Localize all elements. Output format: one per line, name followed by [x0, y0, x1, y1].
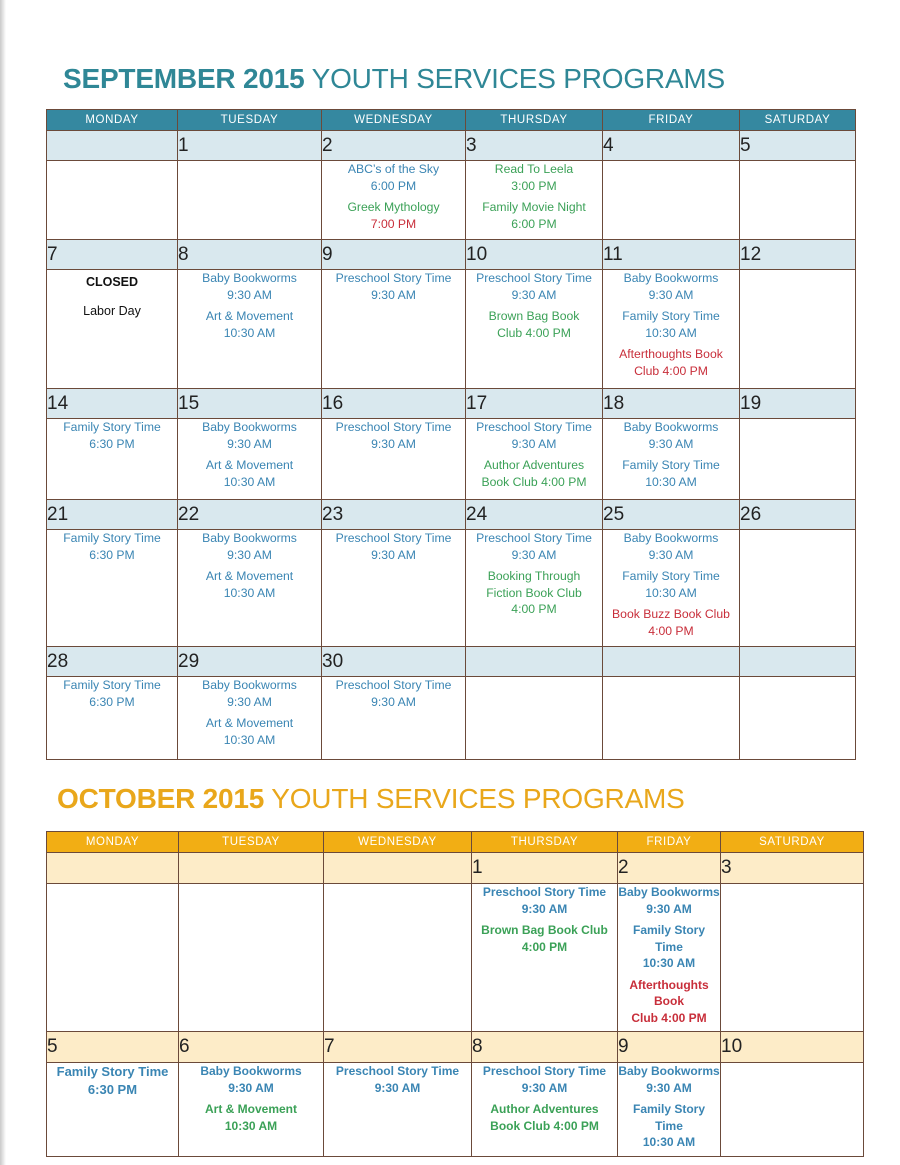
program-name: Art & Movement: [205, 458, 294, 472]
date-row: [47, 853, 864, 884]
date-number: 15: [178, 389, 322, 419]
program-time: 7:00 PM: [370, 216, 417, 231]
program-name: Preschool Story Time: [335, 678, 452, 692]
program-time: 6:00 PM: [511, 216, 557, 231]
date-number: 19: [740, 389, 856, 419]
program-name: Preschool Story Time: [335, 271, 452, 285]
program-name: Preschool Story Time: [335, 420, 452, 434]
date-number: 24: [466, 500, 603, 530]
program-name: Author Adventures: [490, 1102, 599, 1116]
september-calendar: [46, 109, 856, 760]
day-cell: [47, 530, 178, 647]
program-time: 9:30 AM: [227, 694, 272, 709]
program-time: 10:30 AM: [223, 585, 276, 600]
program-entry: [466, 199, 602, 232]
day-cell: [603, 270, 740, 389]
program-name: ABC’s of the Sky: [347, 162, 440, 176]
program-entry: [47, 419, 177, 452]
october-day-header-row: [47, 832, 864, 853]
day-cell: [178, 419, 322, 500]
day-cell: [178, 161, 322, 240]
date-number: 2: [618, 853, 721, 884]
day-header-thursday: THURSDAY: [472, 832, 618, 853]
program-time: 10:30 AM: [642, 1135, 696, 1149]
date-number: 21: [47, 500, 178, 530]
date-number: 3: [721, 853, 864, 884]
program-time: 9:30 AM: [371, 547, 416, 562]
program-entry: [472, 884, 617, 917]
program-entry: [472, 922, 617, 955]
program-entry: [47, 530, 177, 563]
program-entry: [322, 270, 465, 303]
program-time: 9:30 AM: [227, 547, 272, 562]
program-entry: [178, 270, 321, 303]
program-entry: [47, 299, 177, 323]
day-cell: [740, 419, 856, 500]
day-cell: [603, 419, 740, 500]
program-time: Book Club 4:00 PM: [490, 1118, 599, 1133]
program-time: 9:30 AM: [227, 287, 272, 302]
day-header-monday: MONDAY: [47, 110, 178, 131]
day-header-friday: FRIDAY: [618, 832, 721, 853]
events-row: [47, 270, 856, 389]
date-number: 30: [322, 647, 466, 677]
day-header-saturday: SATURDAY: [721, 832, 864, 853]
date-number: 1: [472, 853, 618, 884]
program-entry: [618, 884, 720, 917]
program-name: Family Story Time: [63, 420, 161, 434]
program-name: Book Buzz Book Club: [612, 607, 730, 621]
day-header-thursday: THURSDAY: [466, 110, 603, 131]
program-name: Baby Bookworms: [202, 678, 297, 692]
date-number: [47, 131, 178, 161]
program-name: Brown Bag Book: [488, 309, 580, 323]
program-name: Family Story Time: [63, 678, 161, 692]
program-name: Preschool Story Time: [476, 271, 592, 285]
page-edge-shadow: [0, 0, 6, 1165]
date-number: 26: [740, 500, 856, 530]
september-title-bold: SEPTEMBER 2015: [63, 63, 305, 94]
program-entry: [472, 1101, 617, 1134]
october-title-rest: YOUTH SERVICES PROGRAMS: [271, 783, 685, 814]
program-entry: [322, 199, 465, 232]
program-name: Afterthoughts Book: [629, 977, 709, 1008]
program-entry: [178, 715, 321, 748]
day-cell: [47, 884, 179, 1032]
program-time: 9:30 AM: [371, 287, 416, 302]
program-name: Family Story Time: [622, 458, 720, 472]
program-entry: [466, 530, 602, 563]
day-cell: [47, 161, 178, 240]
events-row: [47, 161, 856, 240]
day-header-wednesday: WEDNESDAY: [324, 832, 472, 853]
day-cell: [179, 1063, 324, 1157]
date-number: [47, 853, 179, 884]
events-row: [47, 530, 856, 647]
date-number: 29: [178, 647, 322, 677]
date-number: 3: [466, 131, 603, 161]
date-row: [47, 500, 856, 530]
program-name: Preschool Story Time: [482, 1064, 607, 1078]
program-entry: [466, 308, 602, 341]
events-row: [47, 884, 864, 1032]
program-entry: [179, 1063, 323, 1096]
program-name: Greek Mythology: [347, 200, 440, 214]
day-header-monday: MONDAY: [47, 832, 179, 853]
program-name: Art & Movement: [205, 569, 294, 583]
day-cell: [466, 270, 603, 389]
date-number: [179, 853, 324, 884]
date-number: 7: [324, 1032, 472, 1063]
program-time: Club 4:00 PM: [631, 1010, 707, 1025]
program-time: 9:30 AM: [648, 547, 694, 562]
program-name: Family Story Time: [56, 1064, 169, 1079]
program-name: Family Story Time: [632, 923, 706, 954]
date-row: [47, 389, 856, 419]
program-time: 4:00 PM: [648, 623, 694, 638]
date-number: [740, 647, 856, 677]
program-time: 10:30 AM: [223, 474, 276, 489]
program-entry: [466, 419, 602, 452]
program-entry: [466, 270, 602, 303]
september-day-header-row: [47, 110, 856, 131]
program-time: 9:30 AM: [646, 901, 692, 916]
day-cell: [47, 270, 178, 389]
program-time: 10:30 AM: [645, 585, 697, 600]
date-number: 9: [618, 1032, 721, 1063]
september-title-rest: YOUTH SERVICES PROGRAMS: [311, 63, 726, 94]
day-header-friday: FRIDAY: [603, 110, 740, 131]
date-number: 8: [472, 1032, 618, 1063]
program-name: Author Adventures: [483, 458, 585, 472]
day-cell: [178, 270, 322, 389]
day-cell: [472, 884, 618, 1032]
program-time: 6:30 PM: [89, 694, 135, 709]
day-cell: [721, 1063, 864, 1157]
date-number: 5: [47, 1032, 179, 1063]
day-cell: [322, 161, 466, 240]
program-entry: [603, 457, 739, 490]
october-title-bold: OCTOBER 2015: [57, 783, 265, 814]
program-time: 10:30 AM: [645, 325, 697, 340]
program-time: 3:00 PM: [511, 178, 557, 193]
program-name: Booking Through: [487, 569, 581, 583]
program-entry: [322, 530, 465, 563]
october-calendar: [46, 831, 864, 1157]
day-cell: [322, 530, 466, 647]
program-entry: [603, 606, 739, 639]
program-time: 9:30 AM: [511, 436, 557, 451]
program-time: 10:30 AM: [645, 474, 697, 489]
date-number: 11: [603, 240, 740, 270]
program-entry: [603, 568, 739, 601]
day-cell: [47, 419, 178, 500]
day-cell: [178, 677, 322, 760]
program-entry: [322, 161, 465, 194]
program-name: Brown Bag Book Club: [481, 923, 608, 937]
program-name: Baby Bookworms: [623, 420, 719, 434]
date-number: 7: [47, 240, 178, 270]
program-entry: [466, 568, 602, 618]
date-number: 4: [603, 131, 740, 161]
program-entry: [603, 270, 739, 303]
september-weeks: [47, 131, 856, 760]
program-entry: [618, 977, 720, 1027]
day-cell: [179, 884, 324, 1032]
program-entry: [179, 1101, 323, 1134]
program-time: 9:30 AM: [371, 694, 416, 709]
program-time: 9:30 AM: [646, 1080, 692, 1095]
program-name: Preschool Story Time: [335, 531, 452, 545]
day-cell: [466, 161, 603, 240]
program-name: CLOSED: [85, 275, 139, 289]
program-entry: [603, 346, 739, 379]
program-name: Preschool Story Time: [476, 531, 592, 545]
program-entry: [178, 308, 321, 341]
date-number: 2: [322, 131, 466, 161]
program-time: 9:30 AM: [227, 436, 272, 451]
program-name: Preschool Story Time: [476, 420, 592, 434]
date-number: 10: [466, 240, 603, 270]
program-entry: [618, 1101, 720, 1151]
program-entry: [47, 677, 177, 710]
date-number: [603, 647, 740, 677]
date-number: 28: [47, 647, 178, 677]
program-time: 10:30 AM: [223, 325, 276, 340]
program-entry: [603, 530, 739, 563]
day-header-wednesday: WEDNESDAY: [322, 110, 466, 131]
date-number: 6: [179, 1032, 324, 1063]
program-name: Art & Movement: [205, 716, 294, 730]
day-cell: [740, 530, 856, 647]
date-number: [324, 853, 472, 884]
events-row: [47, 419, 856, 500]
day-cell: [603, 161, 740, 240]
date-number: 9: [322, 240, 466, 270]
program-time: 9:30 AM: [228, 1080, 274, 1095]
date-number: 22: [178, 500, 322, 530]
day-cell: [322, 677, 466, 760]
october-weeks: [47, 853, 864, 1157]
program-time: Fiction Book Club: [486, 585, 582, 600]
day-cell: [740, 270, 856, 389]
program-name: Family Movie Night: [482, 200, 586, 214]
day-cell: [322, 419, 466, 500]
program-name: Preschool Story Time: [335, 1064, 460, 1078]
program-name: Baby Bookworms: [202, 531, 297, 545]
program-time: 9:30 AM: [648, 287, 694, 302]
program-time: 6:30 PM: [89, 436, 135, 451]
day-cell: [178, 530, 322, 647]
day-cell: [322, 270, 466, 389]
program-name: Art & Movement: [205, 309, 294, 323]
day-cell: [740, 677, 856, 760]
program-name: Family Story Time: [622, 309, 720, 323]
day-cell: [618, 884, 721, 1032]
day-cell: [47, 1063, 179, 1157]
date-number: 14: [47, 389, 178, 419]
program-name: Baby Bookworms: [618, 885, 720, 899]
program-time: 4:00 PM: [521, 939, 568, 954]
program-time: 10:30 AM: [642, 956, 696, 970]
program-entry: [178, 419, 321, 452]
date-number: 17: [466, 389, 603, 419]
events-row: [47, 677, 856, 760]
program-entry: [618, 922, 720, 972]
date-number: 12: [740, 240, 856, 270]
day-cell: [324, 1063, 472, 1157]
day-cell: [466, 530, 603, 647]
date-number: [466, 647, 603, 677]
program-name: Family Story Time: [622, 569, 720, 583]
date-number: 18: [603, 389, 740, 419]
september-title: [63, 63, 725, 95]
program-entry: [47, 270, 177, 294]
program-name: Read To Leela: [494, 162, 574, 176]
program-entry: [178, 568, 321, 601]
program-time: 9:30 AM: [371, 436, 416, 451]
program-time: Book Club 4:00 PM: [481, 474, 587, 489]
program-name: Afterthoughts Book: [619, 347, 723, 361]
october-title: [57, 783, 685, 815]
program-name: Family Story Time: [63, 531, 161, 545]
program-entry: [178, 530, 321, 563]
program-entry: [466, 457, 602, 490]
program-time: 9:30 AM: [511, 547, 557, 562]
date-number: 16: [322, 389, 466, 419]
program-name: Baby Bookworms: [623, 271, 719, 285]
program-time: 9:30 AM: [648, 436, 694, 451]
date-row: [47, 1032, 864, 1063]
program-time: 6:30 PM: [89, 547, 135, 562]
date-number: 10: [721, 1032, 864, 1063]
program-entry: [324, 1063, 471, 1096]
program-name: Baby Bookworms: [623, 531, 719, 545]
day-header-tuesday: TUESDAY: [178, 110, 322, 131]
program-entry: [47, 1063, 178, 1099]
program-time: 10:30 AM: [223, 732, 276, 747]
day-cell: [740, 161, 856, 240]
program-time: Club 4:00 PM: [634, 363, 708, 378]
program-time: 6:30 PM: [87, 1082, 138, 1097]
program-time: 9:30 AM: [511, 287, 557, 302]
program-name: Baby Bookworms: [202, 420, 297, 434]
program-entry: [603, 308, 739, 341]
events-row: [47, 1063, 864, 1157]
program-name: Labor Day: [83, 304, 141, 318]
program-time: 9:30 AM: [374, 1080, 421, 1095]
program-name: Art & Movement: [204, 1102, 297, 1116]
program-name: Baby Bookworms: [618, 1064, 720, 1078]
program-entry: [466, 161, 602, 194]
program-entry: [178, 677, 321, 710]
program-entry: [472, 1063, 617, 1096]
program-name: Baby Bookworms: [200, 1064, 302, 1078]
day-cell: [618, 1063, 721, 1157]
program-name: Family Story Time: [632, 1102, 706, 1133]
program-time: 9:30 AM: [521, 1080, 568, 1095]
date-number: 23: [322, 500, 466, 530]
date-row: [47, 647, 856, 677]
program-time: 9:30 AM: [521, 901, 568, 916]
program-time: 10:30 AM: [224, 1118, 278, 1133]
day-cell: [47, 677, 178, 760]
date-number: 8: [178, 240, 322, 270]
program-entry: [178, 457, 321, 490]
day-cell: [603, 677, 740, 760]
program-entry: [322, 677, 465, 710]
program-time: 6:00 PM: [370, 178, 417, 193]
day-cell: [603, 530, 740, 647]
day-header-saturday: SATURDAY: [740, 110, 856, 131]
program-time: Club 4:00 PM: [497, 325, 571, 340]
day-cell: [472, 1063, 618, 1157]
program-time: 4:00 PM: [511, 602, 557, 616]
day-cell: [466, 419, 603, 500]
program-entry: [322, 419, 465, 452]
day-cell: [466, 677, 603, 760]
date-number: 5: [740, 131, 856, 161]
day-cell: [324, 884, 472, 1032]
program-name: Preschool Story Time: [482, 885, 607, 899]
date-row: [47, 240, 856, 270]
program-entry: [618, 1063, 720, 1096]
program-entry: [603, 419, 739, 452]
date-number: 25: [603, 500, 740, 530]
program-name: Baby Bookworms: [202, 271, 297, 285]
date-number: 1: [178, 131, 322, 161]
date-row: [47, 131, 856, 161]
day-header-tuesday: TUESDAY: [179, 832, 324, 853]
day-cell: [721, 884, 864, 1032]
